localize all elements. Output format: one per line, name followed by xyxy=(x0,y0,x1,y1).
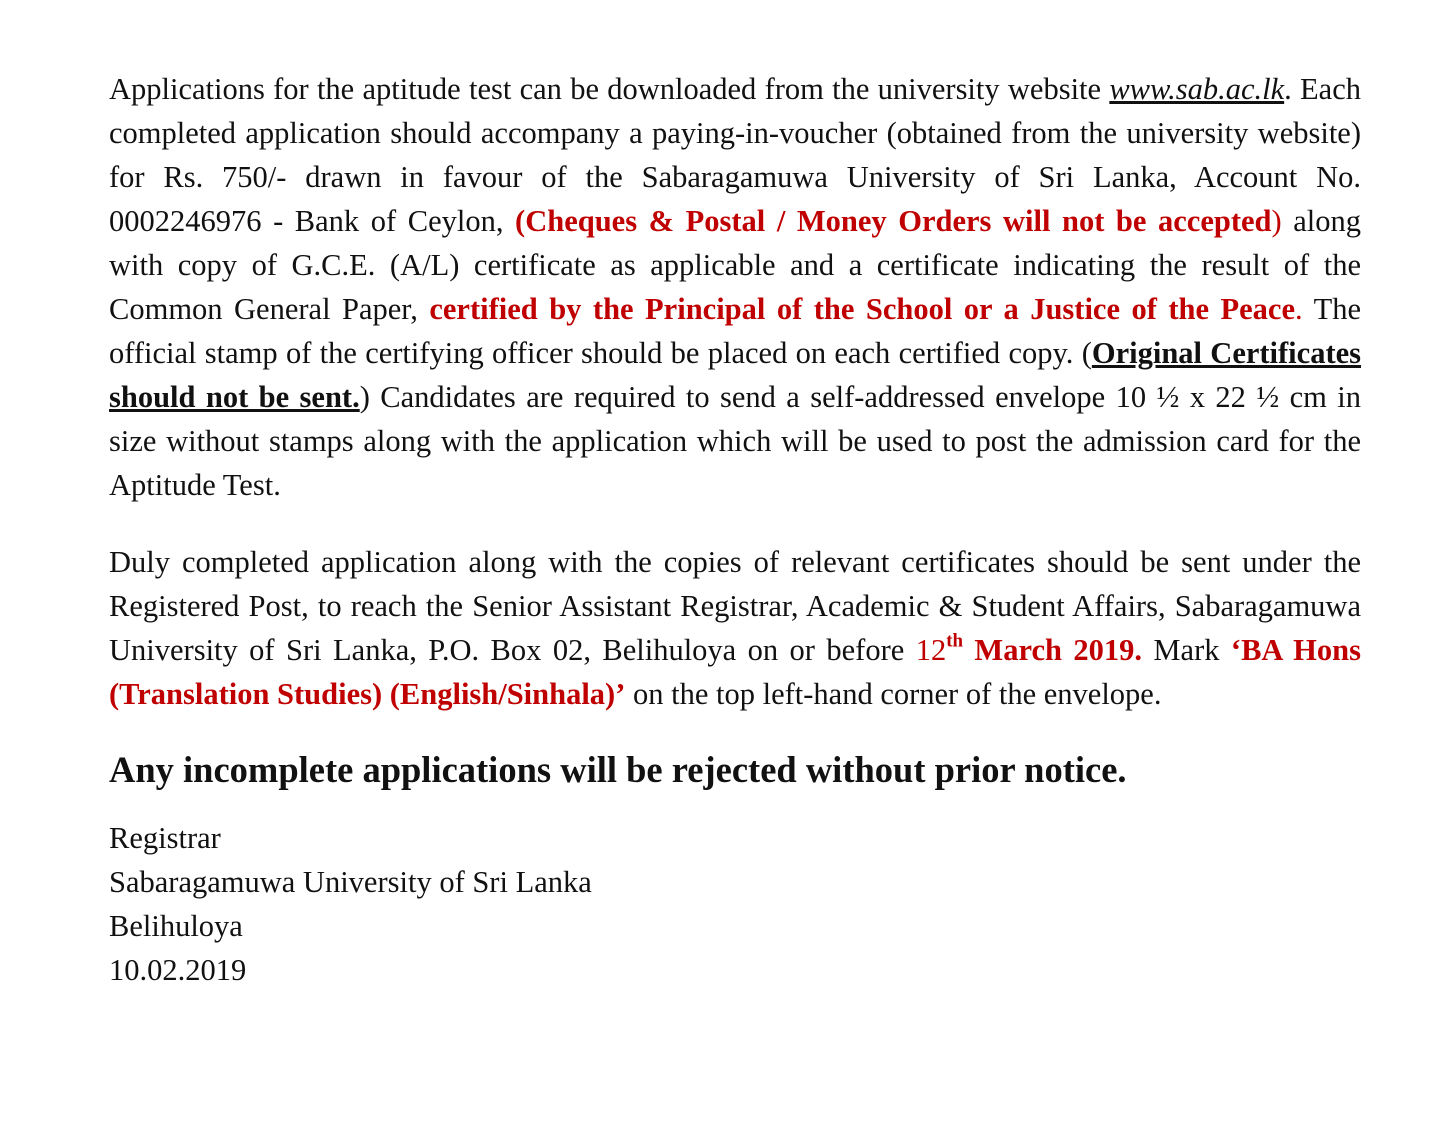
submission-instructions-paragraph xyxy=(109,540,1361,716)
deadline-date xyxy=(915,630,1142,667)
signature-date: 10.02.2019 xyxy=(109,953,247,987)
certification-requirement: certified by the Principal of the School or a Justice of the Peace xyxy=(429,292,1296,326)
rejection-warning: Any incomplete applications will be rejected without prior notice. xyxy=(109,749,1127,790)
mark-text: Mark xyxy=(1142,633,1231,667)
deadline-day-suffix: th xyxy=(946,630,963,652)
deadline-day: 12 xyxy=(915,633,947,667)
stamp-text: The official stamp of the certifying officer should be placed on each certified copy. ( xyxy=(109,292,1361,370)
cheques-not-accepted-notice: (Cheques & Postal / Money Orders will not be accepted xyxy=(515,204,1272,238)
envelope-corner-text: on the top left-hand corner of the envelope. xyxy=(625,677,1162,711)
original-certificates-warning: Original Certificates should not be sent. xyxy=(109,336,1362,414)
envelope-text: ) Candidates are required to send a self-addressed envelope 10 ½ x 22 ½ cm in size without stamps along with the application which will be used to post the admission card for the Aptitude Test. xyxy=(109,380,1361,502)
certificate-text: along with copy of G.C.E. (A/L) certificate as applicable and a certificate indicating the result of the Common General Paper, xyxy=(109,204,1361,326)
deadline-month-year: March 2019. xyxy=(963,633,1142,667)
signatory-place: Belihuloya xyxy=(109,909,243,943)
voucher-text: . Each completed application should accompany a paying-in-voucher (obtained from the university website) for Rs. 750/- drawn in favour of the Sabaragamuwa University of Sri Lanka, Account No. 0002246976 - Bank of Ceylon, xyxy=(109,72,1361,238)
application-instructions-paragraph xyxy=(109,67,1361,507)
envelope-marking: ‘BA Hons (Translation Studies) (English/Sinhala)’ xyxy=(109,633,1361,711)
signature-block xyxy=(109,816,1361,992)
submission-text: Duly completed application along with the copies of relevant certificates should be sent under the Registered Post, to reach the Senior Assistant Registrar, Academic & Student Affairs, Sabaragamuwa University of Sri Lanka, P.O. Box 02, Belihuloya on or before xyxy=(109,545,1361,667)
intro-text: Applications for the aptitude test can be downloaded from the university website xyxy=(109,72,1110,106)
signatory-institution: Sabaragamuwa University of Sri Lanka xyxy=(109,865,592,899)
certification-requirement-period: . xyxy=(1295,292,1303,326)
university-website-link[interactable]: www.sab.ac.lk xyxy=(1109,72,1285,106)
cheques-notice-close-paren: ) xyxy=(1271,204,1282,238)
notice-document xyxy=(109,67,1361,992)
signatory-title: Registrar xyxy=(109,821,221,855)
